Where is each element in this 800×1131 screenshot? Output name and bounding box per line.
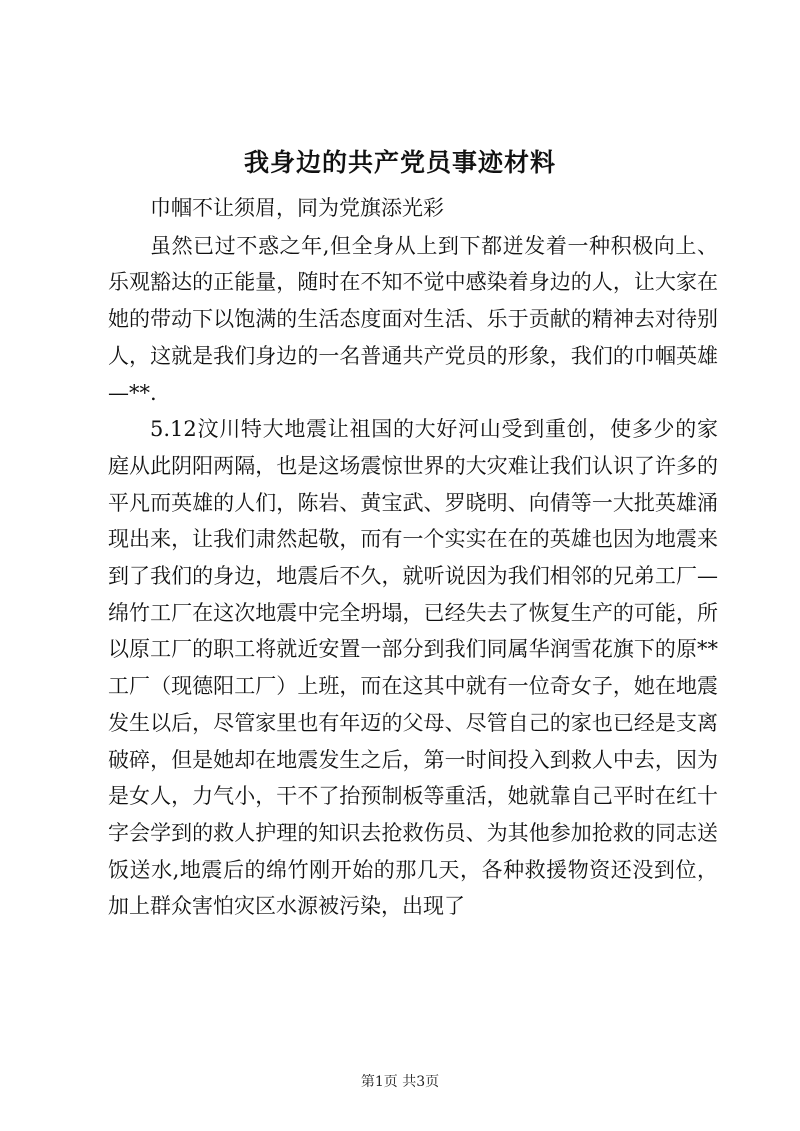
- document-title: 我身边的共产党员事迹材料: [243, 148, 556, 177]
- document-body: [108, 190, 718, 925]
- page-number-footer: 第1页 共3页: [360, 1074, 440, 1090]
- subtitle-paragraph: 巾帼不让须眉，同为党旗添光彩: [150, 196, 444, 220]
- body-paragraph: 虽然已过不惑之年,但全身从上到下都迸发着一种积极向上、乐观豁达的正能量，随时在不知不觉中感染着身边的人，让大家在她的带动下以饱满的生活态度面对生活、乐于贡献的精神去对待别人，这就是我们身边的一名普通共产党员的形象，我们的巾帼英雄—**.: [108, 233, 718, 405]
- body-paragraph: 5.12汶川特大地震让祖国的大好河山受到重创，使多少的家庭从此阴阳两隔，也是这场震惊世界的大灾难让我们认识了许多的平凡而英雄的人们，陈岩、黄宝武、罗晓明、向倩等一大批英雄涌现出来，让我们肃然起敬，而有一个实实在在的英雄也因为地震来到了我们的身边，地震后不久，就听说因为我们相邻的兄弟工厂—绵竹工厂在这次地震中完全坍塌，已经失去了恢复生产的可能，所以原工厂的职工将就近安置一部分到我们同属华润雪花旗下的原**工厂（现德阳工厂）上班，而在这其中就有一位奇女子，她在地震发生以后，尽管家里也有年迈的父母、尽管自己的家也已经是支离破碎，但是她却在地震发生之后，第一时间投入到救人中去，因为是女人，力气小，干不了抬预制板等重活，她就靠自己平时在红十字会学到的救人护理的知识去抢救伤员、为其他参加抢救的同志送饭送水,地震后的绵竹刚开始的那几天，各种救援物资还没到位，加上群众害怕灾区水源被污染，出现了: [108, 417, 718, 919]
